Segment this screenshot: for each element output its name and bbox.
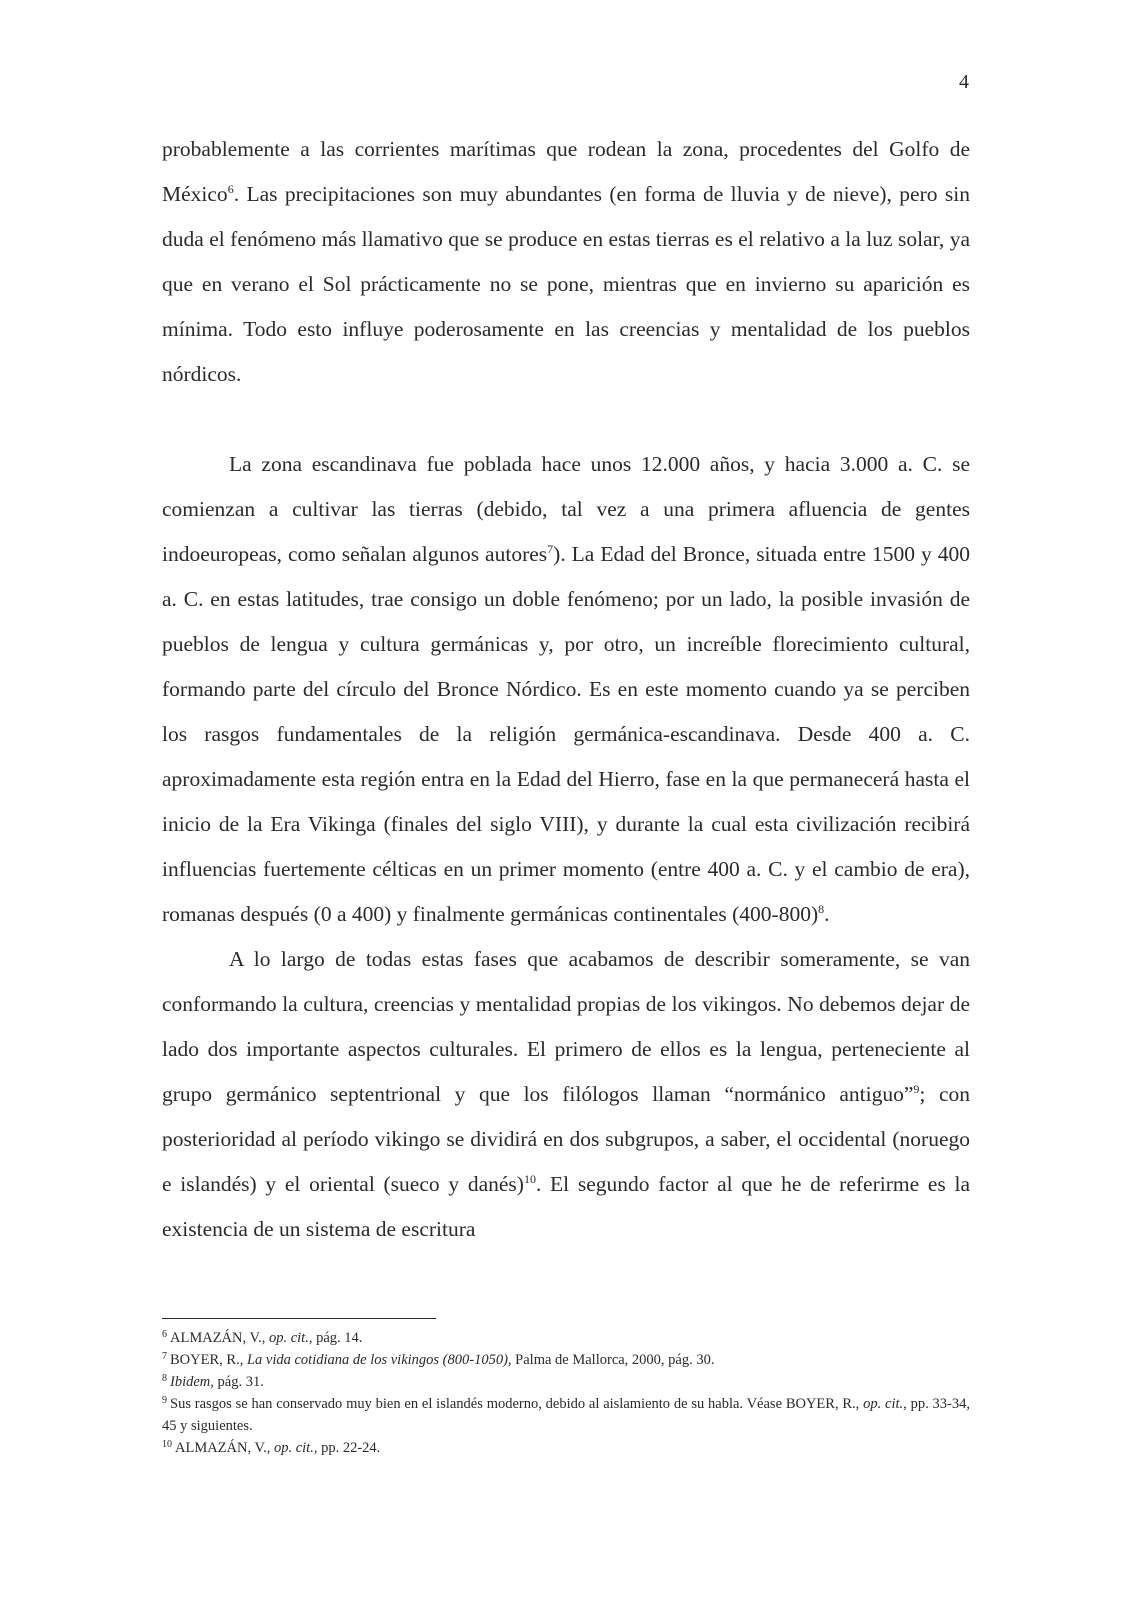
footnotes: [162, 1327, 970, 1459]
paragraph-text: A lo largo de todas estas fases que acabamos de describir someramente, se van conformando la cultura, creencias y mentalidad propias de los vikingos. No debemos dejar de lado dos importante aspectos culturales. El primero de ellos es la lengua, perteneciente al grupo germánico septentrional y que los filólogos llaman “normánico antiguo”: [162, 947, 970, 1106]
paragraph-1: [162, 127, 970, 397]
footnote-text: BOYER, R.,: [170, 1352, 247, 1368]
footnote-italic-text: op. cit.: [863, 1396, 904, 1412]
footnote-9: [162, 1393, 970, 1437]
body-text: [162, 127, 970, 1252]
footnote-7: [162, 1349, 970, 1371]
paragraph-text: . El segundo factor al que he de referirme es la existencia de un sistema de escritura: [162, 1172, 970, 1241]
paragraph-3: [162, 937, 970, 1252]
footnote-italic-text: Ibidem: [170, 1374, 211, 1390]
paragraph-text: . Las precipitaciones son muy abundantes (en forma de lluvia y de nieve), pero sin duda el fenómeno más llamativo que se produce en estas tierras es el relativo a la luz solar, ya que en verano el Sol prácticamente no se pone, mientras que en invierno su aparición es mínima. Todo esto influye poderosamente en las creencias y mentalidad de los pueblos nórdicos.: [162, 182, 970, 386]
footnote-reference-7[interactable]: 7: [547, 542, 554, 556]
footnote-text: , pp. 22-24.: [313, 1440, 381, 1456]
paragraph-text: .: [824, 902, 830, 926]
footnote-number: 8: [162, 1373, 167, 1384]
footnote-reference-8[interactable]: 8: [818, 902, 825, 916]
footnote-italic-text: op. cit.: [273, 1440, 314, 1456]
footnote-number: 6: [162, 1329, 167, 1340]
paragraph-text: ). La Edad del Bronce, situada entre 1500 y 400 a. C. en estas latitudes, trae consigo un doble fenómeno; por un lado, la posible invasión de pueblos de lengua y cultura germánicas y, por otro, un increíble florecimiento cultural, formando parte del círculo del Bronce Nórdico. Es en este momento cuando ya se perciben los rasgos fundamentales de la religión germánica-escandinava. Desde 400 a. C. aproximadamente esta región entra en la Edad del Hierro, fase en la que permanecerá hasta el inicio de la Era Vikinga (finales del siglo VIII), y durante la cual esta civilización recibirá influencias fuertemente célticas en un primer momento (entre 400 a. C. y el cambio de era), romanas después (0 a 400) y finalmente germánicas continentales (400-800): [162, 542, 970, 926]
page-number: 4: [959, 71, 969, 93]
footnote-text: , pp. 33-34, 45 y siguientes.: [162, 1396, 970, 1434]
footnote-text: , pág. 31.: [210, 1374, 264, 1390]
footnote-number: 7: [162, 1351, 167, 1362]
footnote-text: Sus rasgos se han conservado muy bien en el islandés moderno, debido al aislamiento de su habla. Véase BOYER, R.,: [170, 1396, 864, 1412]
footnote-10: [162, 1437, 970, 1459]
paragraph-text: probablemente a las corrientes marítimas que rodean la zona, procedentes del Golfo de México: [162, 137, 970, 206]
footnote-reference-6[interactable]: 6: [227, 182, 234, 196]
paragraph-text: La zona escandinava fue poblada hace unos 12.000 años, y hacia 3.000 a. C. se comienzan a cultivar las tierras (debido, tal vez a una primera afluencia de gentes indoeuropeas, como señalan algunos autores: [162, 452, 970, 566]
footnote-separator: [162, 1318, 436, 1319]
footnote-number: 9: [162, 1395, 167, 1406]
footnote-text: , Palma de Mallorca, 2000, pág. 30.: [507, 1352, 715, 1368]
footnote-text: ALMAZÁN, V.,: [175, 1440, 274, 1456]
paragraph-text: ; con posterioridad al período vikingo se dividirá en dos subgrupos, a saber, el occidental (noruego e islandés) y el oriental (sueco y danés): [162, 1082, 970, 1196]
footnote-reference-9[interactable]: 9: [913, 1082, 920, 1096]
footnote-italic-text: op. cit.: [268, 1330, 309, 1346]
footnote-number: 10: [162, 1439, 172, 1450]
footnote-text: , pág. 14.: [308, 1330, 363, 1346]
footnote-8: [162, 1371, 970, 1393]
paragraph-2: [162, 442, 970, 937]
footnote-text: ALMAZÁN, V.,: [170, 1330, 269, 1346]
footnote-6: [162, 1327, 970, 1349]
footnote-reference-10[interactable]: 10: [523, 1172, 536, 1186]
footnote-italic-text: La vida cotidiana de los vikingos (800-1050): [246, 1352, 508, 1368]
